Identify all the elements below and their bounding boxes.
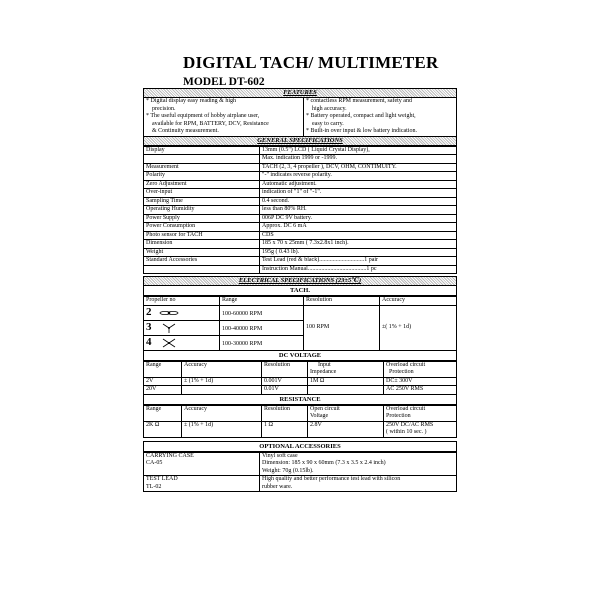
dcv-impedance [308,386,384,395]
general-spec-label: Standard Accessories [144,257,260,266]
accessory-name-cell [144,452,260,476]
tach-accuracy: ±( 1% + 1d) [380,305,457,350]
propeller-count: 2 [146,305,152,318]
res-header-range: Range [144,405,182,413]
tach-table [143,296,457,351]
tach-row-2 [144,305,220,320]
dcv-overload: DC± 300V [384,377,457,386]
general-spec-row [144,180,457,189]
general-spec-row [144,223,457,232]
feature-line: easy to carry. [312,120,344,127]
feature-line: * The useful equipment of hobby airplane user, [146,113,260,119]
res-header-resolution: Resolution [262,405,308,413]
general-specs-heading: GENERAL SPECIFICATIONS [143,136,457,146]
res-overload: 250V DC/AC RMS [384,421,457,429]
three-blade-propeller-icon [159,323,179,333]
general-spec-label: Power Consumption [144,223,260,232]
general-spec-label [144,265,260,274]
dcv-header-input: Input [308,361,384,369]
feature-line: & Continuity measurement. [152,128,219,134]
electrical-specs-heading: ELECTRICAL SPECIFICATIONS (23±5℃) [143,276,457,286]
general-spec-label: Zero Adjustment [144,180,260,189]
accessory-desc-line: Vinyl soft case [262,452,298,459]
general-spec-value: TACH (2, 3, 4 propeller ), DCV, OHM, CONTIMUITY. [260,163,457,172]
dc-voltage-heading: DC VOLTAGE [143,351,457,361]
optional-accessories-table [143,452,457,493]
tach-row-4 [144,335,220,350]
general-spec-value: Instruction Manual.......................................1 pc [260,265,457,274]
dcv-impedance: 1M Ω [308,377,384,386]
features-table [143,98,457,136]
feature-line: available for RPM, BATTERY, DCV, Resistance [152,120,269,127]
dcv-range: 20V [144,386,182,395]
res-resolution: 1 Ω [262,421,308,429]
general-spec-label: Operating Humidity [144,206,260,215]
dcv-accuracy: ± (1% + 1d) [182,377,262,386]
general-spec-row [144,257,457,266]
four-blade-propeller-icon [159,338,179,348]
two-blade-propeller-icon [159,310,179,316]
tach-heading: TACH. [143,286,457,296]
accessory-desc-line: Dimension: 185 x 90 x 60mm (7.3 x 3.5 x 2.4 inch) [262,460,386,466]
resistance-heading: RESISTANCE [143,395,457,405]
general-spec-value: Max. indication 1999 or -1999. [260,155,457,164]
tach-header-propeller: Propeller no [144,297,220,306]
general-spec-label: Photo sensor for TACH [144,231,260,240]
general-spec-value: "-" indicates reverse polarity. [260,172,457,181]
dcv-resolution: 0.001V [262,377,308,386]
dcv-range: 2V [144,377,182,386]
res-header-voltage: Voltage [308,413,384,421]
general-spec-label: Display [144,146,260,155]
dcv-overload: AC 250V RMS [384,386,457,395]
tach-range: 100-30000 RPM [220,335,304,350]
general-spec-row [144,231,457,240]
general-spec-value: Approx. DC 6 mA [260,223,457,232]
res-overload-note: ( within 10 sec. ) [384,429,457,437]
general-spec-row [144,248,457,257]
accessory-desc-line: rubber ware. [262,483,293,490]
general-spec-label: Polarity [144,172,260,181]
general-spec-row [144,206,457,215]
general-spec-value: less than 80% RH. [260,206,457,215]
feature-line: high accuracy. [312,105,347,112]
res-accuracy: ± (1% + 1d) [182,421,262,429]
general-spec-value: 0.4 second. [260,197,457,206]
general-spec-value: 006P DC 9V battery. [260,214,457,223]
res-open-voltage: 2.8V [308,421,384,429]
optional-accessories-heading: OPTIONAL ACCESSORIES [143,441,457,452]
general-spec-row [144,163,457,172]
tach-row-3 [144,320,220,335]
features-left [144,98,304,136]
accessory-desc-line: High quality and better performance test lead with silicon [262,476,401,482]
general-specs-table [143,146,457,275]
resistance-table [143,405,457,438]
tach-header-range: Range [220,297,304,306]
general-spec-label: Dimension [144,240,260,249]
spec-sheet [143,88,457,492]
general-spec-label: Power Supply [144,214,260,223]
general-spec-value: CDS [260,231,457,240]
accessory-desc-cell [260,476,457,492]
general-spec-value: 195g ( 0.43 lb). [260,248,457,257]
propeller-count: 4 [146,335,152,348]
propeller-count: 3 [146,320,152,333]
feature-line: * contactless RPM measurement, safety and [306,98,412,104]
general-spec-label: Weight [144,248,260,257]
tach-header-accuracy: Accuracy [380,297,457,306]
dcv-resolution: 0.01V [262,386,308,395]
accessory-name: CARRYING CASE [146,452,194,459]
dcv-header-range: Range [144,361,182,369]
general-spec-value: 185 x 70 x 25mm ( 7.3x2.8x1 inch). [260,240,457,249]
general-spec-row [144,240,457,249]
res-header-protection: Protection [384,413,457,421]
dc-voltage-table [143,361,457,395]
res-header-open-circuit: Open circuit [308,405,384,413]
general-spec-label: Measurement [144,163,260,172]
res-header-accuracy: Accuracy [182,405,262,413]
dcv-header-impedance: Impedance [308,369,384,377]
features-right [304,98,457,136]
accessory-code: TL-02 [146,483,162,490]
feature-line: * Digital display easy reading & high [146,98,236,104]
model-number: MODEL DT-602 [183,76,265,88]
general-spec-row [144,146,457,155]
general-spec-value: indication of "1" of "-1". [260,189,457,198]
general-spec-label [144,155,260,164]
dcv-header-overload: Overload circuit [384,361,457,369]
general-spec-row [144,189,457,198]
general-spec-value: 13mm (0.5") LCD ( Liquid Crystal Display), [260,146,457,155]
accessory-code: CA-05 [146,460,163,466]
tach-range: 100-40000 RPM [220,320,304,335]
dcv-header-accuracy: Accuracy [182,361,262,369]
general-spec-row [144,197,457,206]
accessory-name-cell [144,476,260,492]
tach-resolution: 100 RPM [304,305,380,350]
general-spec-row [144,265,457,274]
general-spec-row [144,155,457,164]
document-title: DIGITAL TACH/ MULTIMETER [183,53,439,72]
accessory-name: TEST LEAD [146,476,178,482]
dcv-header-resolution: Resolution [262,361,308,369]
general-spec-row [144,214,457,223]
general-spec-label: Over-input [144,189,260,198]
dcv-accuracy [182,386,262,395]
general-spec-value: Automatic adjustment. [260,180,457,189]
feature-line: * Built-in over input & low battery indication. [306,128,417,134]
res-range: 2K Ω [144,421,182,429]
general-spec-value: Test Lead (red & black)..............................1 pair [260,257,457,266]
general-spec-row [144,172,457,181]
accessory-desc-cell [260,452,457,476]
res-header-overload: Overload circuit [384,405,457,413]
feature-line: precision. [152,105,176,112]
general-spec-label: Sampling Time [144,197,260,206]
dcv-header-protection: Protection [384,369,457,377]
features-heading: FEATURES [143,88,457,98]
tach-header-resolution: Resolution [304,297,380,306]
feature-line: * Battery operated, compact and light weight, [306,113,416,119]
accessory-desc-line: Weight: 70g (0.15lb). [262,467,314,474]
tach-range: 100-60000 RPM [220,305,304,320]
